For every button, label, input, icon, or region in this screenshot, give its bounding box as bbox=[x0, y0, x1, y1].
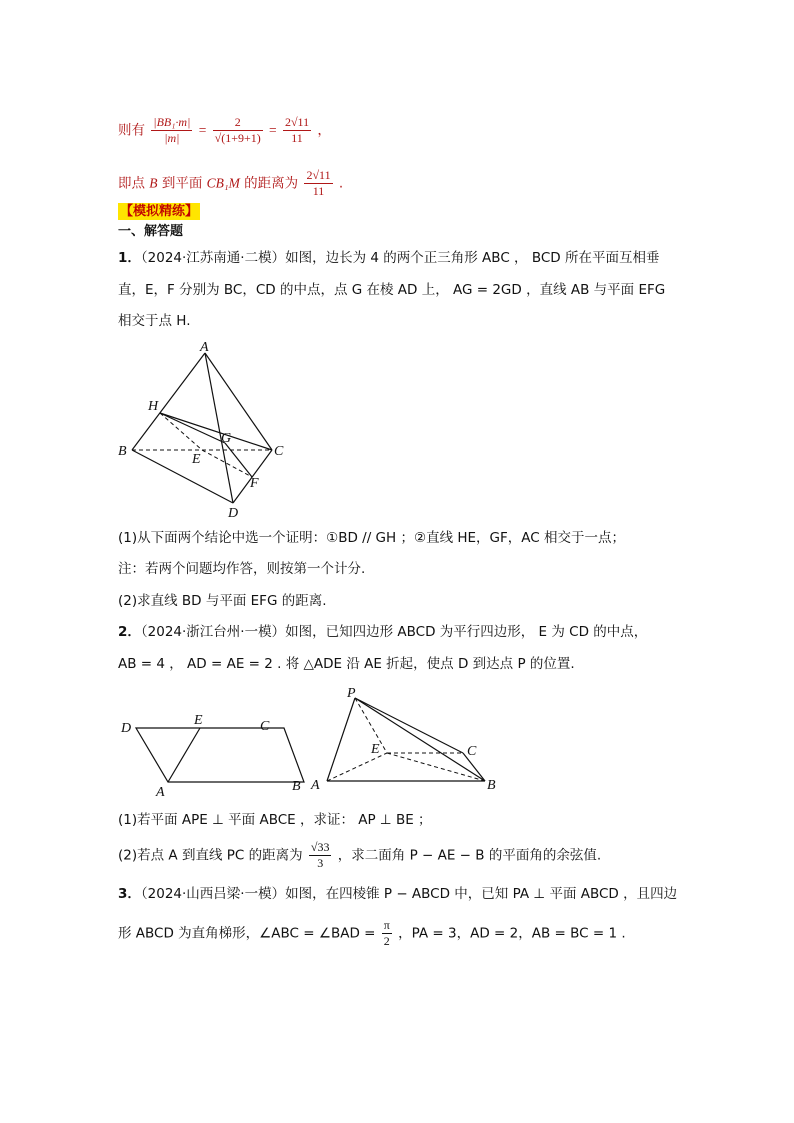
label-b: B bbox=[292, 779, 301, 794]
fraction-numerator: 2√11 bbox=[284, 115, 310, 129]
figure-parallelogram bbox=[112, 700, 312, 800]
fraction-distance bbox=[304, 168, 332, 199]
label-e: E bbox=[192, 452, 201, 467]
fraction-angle bbox=[382, 918, 392, 949]
fraction-denominator: 11 bbox=[312, 184, 325, 198]
label-e: E bbox=[194, 713, 203, 728]
equals-sign: = bbox=[269, 122, 277, 138]
fraction-denominator: 2 bbox=[383, 934, 390, 948]
label-d: D bbox=[121, 721, 132, 736]
solution-line-1 bbox=[118, 115, 331, 146]
fraction-denominator: |m| bbox=[164, 131, 180, 145]
problem-1-line-3: 相交于点 H. bbox=[118, 313, 191, 329]
solution-line-2 bbox=[118, 168, 343, 199]
fraction-numerator: √33 bbox=[310, 840, 330, 854]
label-p: P bbox=[347, 686, 356, 701]
label-h: H bbox=[148, 399, 159, 414]
fraction-denominator: 3 bbox=[317, 856, 324, 870]
edge-bd bbox=[132, 450, 233, 503]
label-c: C bbox=[260, 719, 270, 734]
fraction-denominator: 11 bbox=[291, 131, 303, 145]
problem-2-sub-2: (2)若点 A 到直线 PC 的距离为 $\frac{√33}{3}$ ，求二面角 P − AE − B 的平面角的余弦值. bbox=[118, 840, 602, 870]
problem-1-line-1: 1．（2024·江苏南通·二模）如图，边长为 4 的两个正三角形 ABC ， BCD 所在平面互相垂 bbox=[118, 250, 660, 266]
problem-1-sub-2: (2)求直线 BD 与平面 EFG 的距离. bbox=[118, 593, 327, 609]
label-e: E bbox=[371, 742, 380, 757]
label-a: A bbox=[311, 778, 320, 793]
label-b: B bbox=[118, 444, 127, 459]
edge-pb bbox=[355, 698, 485, 781]
fraction-numerator: |BB₁·m| bbox=[153, 115, 191, 129]
fraction-numerator: 2 bbox=[213, 115, 263, 131]
label-a: A bbox=[200, 340, 209, 355]
solution-prefix: 则有 bbox=[118, 122, 145, 139]
edge-ad bbox=[205, 353, 233, 503]
punctuation: ， bbox=[317, 122, 331, 139]
label-c: C bbox=[274, 444, 284, 459]
edge-ac bbox=[205, 353, 272, 450]
fraction-value bbox=[213, 115, 263, 146]
section-heading: 一、解答题 bbox=[118, 224, 184, 239]
point-label: B bbox=[149, 175, 158, 191]
solution-mid: 到平面 bbox=[161, 175, 203, 192]
equals-sign: = bbox=[198, 122, 207, 138]
section-tag: 【模拟精练】 bbox=[120, 204, 199, 219]
problem-3-line-1: 3．（2024·山西吕梁·一模）如图，在四棱锥 P − ABCD 中，已知 PA ⊥ 平面 ABCD ，且四边 bbox=[118, 886, 678, 902]
label-f: F bbox=[250, 476, 259, 491]
problem-1-line-2: 直，E，F 分别为 BC，CD 的中点，点 G 在棱 AD 上， AG = 2GD ，直线 AB 与平面 EFG bbox=[118, 282, 666, 298]
line-he-hidden bbox=[160, 413, 202, 450]
line-hg bbox=[160, 413, 225, 443]
parallelogram-abcd bbox=[136, 728, 304, 782]
solution-suffix: 的距离为 bbox=[244, 175, 299, 192]
edge-ab bbox=[132, 353, 205, 450]
fraction-numerator: π bbox=[383, 918, 390, 932]
fraction-denominator: √(1+9+1) bbox=[214, 131, 261, 145]
fraction-vector-norm bbox=[151, 115, 192, 146]
fraction-numerator: 2√11 bbox=[306, 168, 331, 182]
problem-1-sub-1: (1)从下面两个结论中选一个证明：①BD // GH ；②直线 HE，GF，AC 相交于一点； bbox=[118, 530, 625, 546]
segment-ae bbox=[168, 728, 200, 782]
line-gf bbox=[225, 443, 252, 477]
fraction-result bbox=[283, 115, 311, 146]
fraction-distance bbox=[309, 840, 332, 871]
problem-3-line-2: 形 ABCD 为直角梯形，∠ABC = ∠BAD = $\frac{\pi}{2}$ ，PA = 3，AD = 2，AB = BC = 1 . bbox=[118, 918, 626, 948]
figure-folded-pyramid bbox=[305, 683, 505, 798]
label-a: A bbox=[156, 785, 165, 800]
solution-prefix: 即点 bbox=[118, 175, 145, 192]
label-c: C bbox=[467, 744, 477, 759]
problem-2-line-2: AB = 4 ， AD = AE = 2 . 将 △ADE 沿 AE 折起，使点 D 到达点 P 的位置. bbox=[118, 656, 575, 672]
figure-tetrahedron bbox=[110, 335, 310, 520]
label-d: D bbox=[228, 506, 239, 520]
edge-ae-hidden bbox=[327, 753, 387, 781]
problem-number: 2． bbox=[118, 624, 141, 640]
line-hc bbox=[160, 413, 272, 450]
edge-pa bbox=[327, 698, 355, 781]
label-b: B bbox=[487, 778, 496, 793]
plane-label: CB₁M bbox=[206, 175, 240, 191]
problem-number: 1． bbox=[118, 250, 141, 266]
problem-2-sub-1: (1)若平面 APE ⊥ 平面 ABCE ，求证： AP ⊥ BE ； bbox=[118, 812, 432, 828]
punctuation: . bbox=[338, 175, 344, 192]
problem-2-line-1: 2．（2024·浙江台州·一模）如图，已知四边形 ABCD 为平行四边形， E 为 CD 的中点， bbox=[118, 624, 648, 640]
problem-number: 3． bbox=[118, 886, 141, 902]
problem-1-note: 注：若两个问题均作答，则按第一个计分. bbox=[118, 561, 366, 577]
label-g: G bbox=[221, 431, 232, 446]
